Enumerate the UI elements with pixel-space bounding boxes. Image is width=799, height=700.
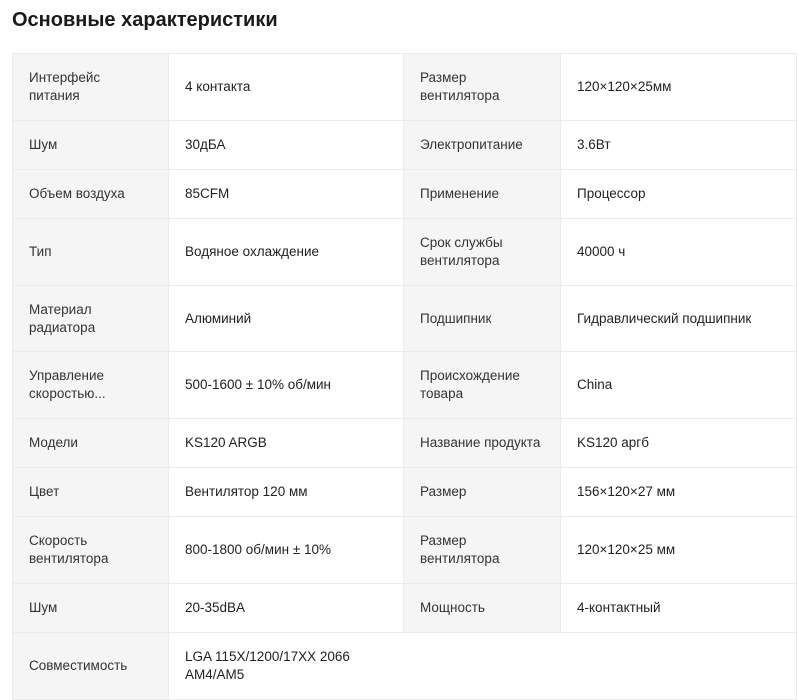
spec-label: Электропитание (404, 121, 561, 170)
spec-label: Материал радиатора (13, 286, 169, 352)
spec-label: Шум (13, 121, 169, 170)
spec-value-line: LGA 115X/1200/17XX 2066 (185, 649, 350, 664)
spec-label: Объем воздуха (13, 170, 169, 219)
table-row-compatibility (13, 633, 797, 700)
spec-label: Модели (13, 419, 169, 468)
table-row (13, 286, 797, 352)
spec-value: 500-1600 ± 10% об/мин (169, 352, 404, 419)
spec-label: Применение (404, 170, 561, 219)
spec-label: Интерфейс питания (13, 54, 169, 121)
spec-value: 85CFM (169, 170, 404, 219)
spec-value: 20-35dBA (169, 584, 404, 633)
spec-label: Размер вентилятора (404, 517, 561, 584)
spec-label: Подшипник (404, 286, 561, 352)
spec-label: Срок службы вентилятора (404, 219, 561, 286)
spec-label: Совместимость (13, 633, 169, 700)
spec-value: China (561, 352, 797, 419)
spec-value: 30дБА (169, 121, 404, 170)
spec-label: Название продукта (404, 419, 561, 468)
table-row (13, 517, 797, 584)
spec-value: Водяное охлаждение (169, 219, 404, 286)
spec-label: Размер (404, 468, 561, 517)
section-title: Основные характеристики (12, 9, 278, 31)
spec-label: Управление скоростью... (13, 352, 169, 419)
spec-label: Скорость вентилятора (13, 517, 169, 584)
spec-value: 3.6Вт (561, 121, 797, 170)
spec-value: 4-контактный (561, 584, 797, 633)
spec-value (169, 633, 797, 700)
spec-value: KS120 ARGB (169, 419, 404, 468)
spec-label: Тип (13, 219, 169, 286)
spec-value: Гидравлический подшипник (561, 286, 797, 352)
table-row (13, 170, 797, 219)
table-row (13, 352, 797, 419)
spec-value: 120×120×25мм (561, 54, 797, 121)
spec-label: Цвет (13, 468, 169, 517)
spec-label: Шум (13, 584, 169, 633)
table-row (13, 584, 797, 633)
specs-table (12, 53, 797, 700)
spec-value: Вентилятор 120 мм (169, 468, 404, 517)
spec-label: Происхождение товара (404, 352, 561, 419)
spec-value: 120×120×25 мм (561, 517, 797, 584)
table-row (13, 54, 797, 121)
spec-value-line: AM4/AM5 (185, 667, 245, 682)
spec-value: Процессор (561, 170, 797, 219)
spec-value: KS120 аргб (561, 419, 797, 468)
spec-label: Размер вентилятора (404, 54, 561, 121)
spec-value: 800-1800 об/мин ± 10% (169, 517, 404, 584)
spec-label: Мощность (404, 584, 561, 633)
table-row (13, 219, 797, 286)
spec-value: 40000 ч (561, 219, 797, 286)
spec-value: 4 контакта (169, 54, 404, 121)
table-row (13, 419, 797, 468)
table-row (13, 121, 797, 170)
spec-value: 156×120×27 мм (561, 468, 797, 517)
table-row (13, 468, 797, 517)
spec-value: Алюминий (169, 286, 404, 352)
